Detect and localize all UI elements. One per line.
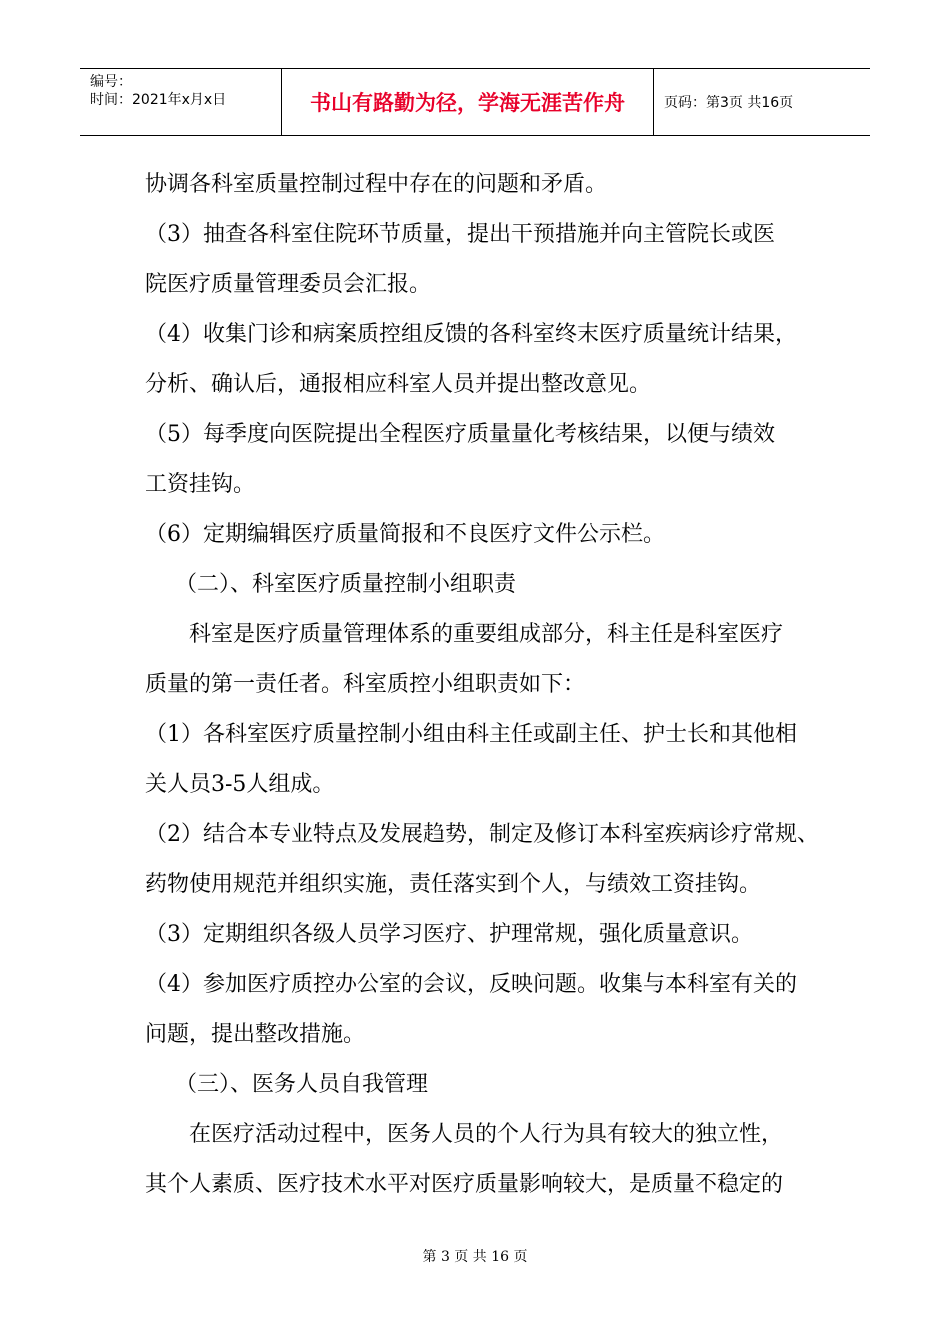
body-line: 分析、确认后，通报相应科室人员并提出整改意见。 <box>145 372 652 397</box>
document-date-label: 时间：2021年x月x日 <box>90 92 227 108</box>
body-line: 质量的第一责任者。科室质控小组职责如下： <box>145 672 586 697</box>
page-header <box>80 68 870 136</box>
section-heading: （二）、科室医疗质量控制小组职责 <box>175 572 517 597</box>
header-page-info: 页码：第3页 共16页 <box>664 95 794 111</box>
header-motto: 书山有路勤为径，学海无涯苦作舟 <box>282 69 654 135</box>
body-line: （3）抽查各科室住院环节质量，提出干预措施并向主管院长或医 <box>145 222 775 247</box>
body-line: （4）收集门诊和病案质控组反馈的各科室终末医疗质量统计结果， <box>145 322 797 347</box>
document-number-label: 编号： <box>90 74 132 90</box>
body-line: （1）各科室医疗质量控制小组由科主任或副主任、护士长和其他相 <box>145 722 797 747</box>
page-footer: 第 3 页 共 16 页 <box>422 1249 528 1265</box>
body-line: 在医疗活动过程中，医务人员的个人行为具有较大的独立性， <box>189 1122 784 1147</box>
body-line: （3）定期组织各级人员学习医疗、护理常规，强化质量意识。 <box>145 922 753 947</box>
body-line: （6）定期编辑医疗质量简报和不良医疗文件公示栏。 <box>145 522 665 547</box>
body-line: （2）结合本专业特点及发展趋势，制定及修订本科室疾病诊疗常规、 <box>145 822 819 847</box>
header-meta-cell <box>80 69 282 135</box>
body-line: 其个人素质、医疗技术水平对医疗质量影响较大，是质量不稳定的 <box>145 1172 784 1197</box>
section-heading: （三）、医务人员自我管理 <box>175 1072 429 1097</box>
body-line: 工资挂钩。 <box>145 472 256 497</box>
body-line: 药物使用规范并组织实施，责任落实到个人，与绩效工资挂钩。 <box>145 872 762 897</box>
body-line: （4）参加医疗质控办公室的会议，反映问题。收集与本科室有关的 <box>145 972 797 997</box>
body-line: 关人员3-5人组成。 <box>145 772 335 797</box>
body-line: （5）每季度向医院提出全程医疗质量量化考核结果，以便与绩效 <box>145 422 775 447</box>
body-line: 科室是医疗质量管理体系的重要组成部分，科主任是科室医疗 <box>189 622 784 647</box>
document-body <box>145 160 835 1210</box>
body-line: 院医疗质量管理委员会汇报。 <box>145 272 432 297</box>
body-line: 协调各科室质量控制过程中存在的问题和矛盾。 <box>145 172 608 197</box>
body-line: 问题，提出整改措施。 <box>145 1022 366 1047</box>
